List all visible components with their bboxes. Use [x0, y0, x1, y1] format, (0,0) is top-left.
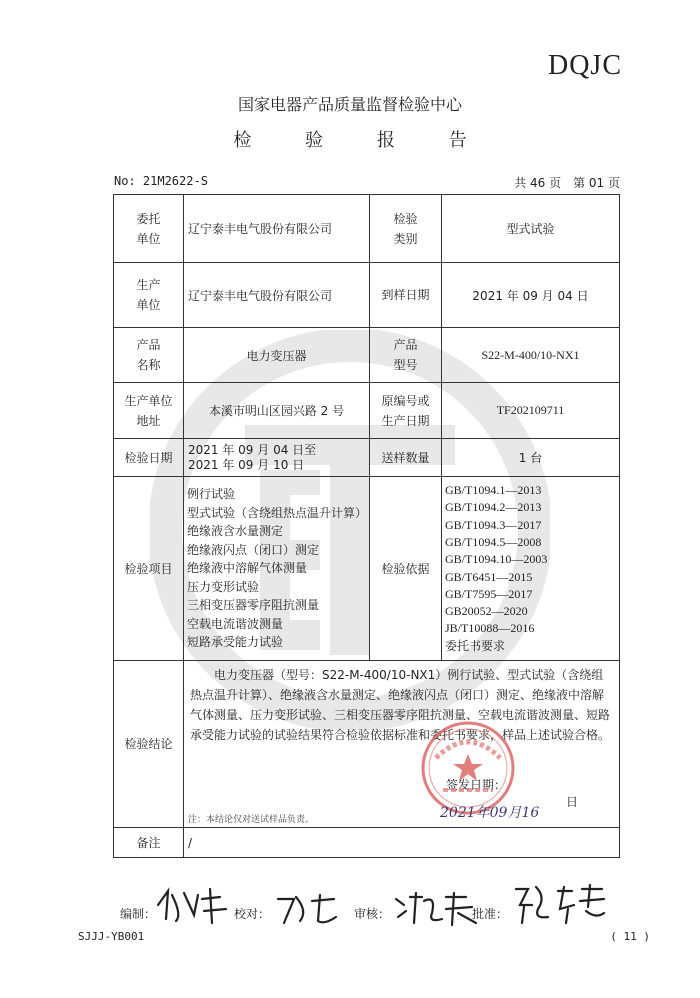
- basis-item: GB/T1094.1—2013: [445, 483, 542, 498]
- arrival-date-label: 到样日期: [370, 263, 442, 328]
- basis-item: GB20052—2020: [445, 604, 528, 619]
- reviewed-label: 审核：: [354, 907, 391, 921]
- conclusion-cell: [184, 661, 620, 828]
- basis-item: GB/T1094.5—2008: [445, 534, 542, 549]
- basis-item: GB/T6451—2015: [445, 569, 533, 584]
- test-items-label: 检验项目: [114, 477, 184, 661]
- approved-label: 批准：: [472, 907, 509, 921]
- test-item: 空载电流谐波测量: [187, 616, 284, 631]
- address-label: 生产单位 地址: [114, 383, 184, 439]
- quantity-label: 送样数量: [370, 439, 442, 477]
- test-item: 绝缘液闪点（闭口）测定: [187, 542, 320, 557]
- conclusion-note: 注：本结论仅对送试样品负责。: [188, 815, 315, 825]
- page-number: ( 11 ): [610, 930, 650, 943]
- issue-date-label: 签发日期：: [446, 778, 507, 792]
- manufacturer-label: 生产 单位: [114, 263, 184, 328]
- conclusion-text: 电力变压器（型号：S22-M-400/10-NX1）例行试验、型式试验（含绕组热点温升计算）、绝缘液含水量测定、绝缘液闪点（闭口）测定、绝缘液中溶解气体测量、压力变形试验、三相变压器零序阻抗测量、空载电流谐波测量、短路承受能力试验的试验结果符合检验依据标准和委托书要求，样品上述试验合格。: [190, 668, 611, 742]
- basis-item: GB/T1094.2—2013: [445, 500, 542, 515]
- reviewer-signature: [392, 889, 482, 929]
- page-count: 共 46 页 第 01 页: [514, 176, 620, 190]
- basis-item: JB/T10088—2016: [445, 621, 535, 636]
- test-item: 短路承受能力试验: [187, 635, 284, 650]
- remark-label: 备注: [114, 828, 184, 858]
- test-date-value: 2021 年 09 月 04 日至 2021 年 09 月 10 日: [184, 439, 370, 477]
- client-value: 辽宁泰丰电气股份有限公司: [184, 195, 370, 263]
- test-type-label: 检验 类别: [370, 195, 442, 263]
- model-label: 产品 型号: [370, 328, 442, 383]
- test-item: 三相变压器零序阻抗测量: [187, 598, 320, 613]
- handwritten-issue-date: 2021年09月16: [440, 805, 540, 821]
- form-code: SJJJ-YB001: [78, 930, 145, 943]
- compiled-label: 编制：: [120, 907, 157, 921]
- basis-item: 委托书要求: [445, 638, 506, 653]
- basis-item: GB/T7595—2017: [445, 586, 533, 601]
- test-item: 绝缘液含水量测定: [187, 524, 284, 539]
- issue-date-suffix: 日: [566, 795, 579, 809]
- test-items-list: [184, 477, 370, 661]
- serial-label: 原编号或 生产日期: [370, 383, 442, 439]
- test-item: 压力变形试验: [187, 579, 260, 594]
- checked-label: 校对：: [234, 907, 271, 921]
- test-item: 绝缘液中溶解气体测量: [187, 561, 308, 576]
- product-name-label: 产品 名称: [114, 328, 184, 383]
- test-basis-label: 检验依据: [370, 477, 442, 661]
- test-basis-list: [442, 477, 620, 661]
- report-number: No: 21M2622-S: [114, 174, 208, 188]
- checker-signature: [274, 891, 344, 927]
- quantity-value: 1 台: [442, 439, 620, 477]
- approver-signature: [510, 883, 610, 927]
- conclusion-label: 检验结论: [114, 661, 184, 828]
- compiler-signature: [154, 885, 234, 925]
- test-item: 型式试验（含绕组热点温升计算）: [187, 505, 368, 520]
- model-value: S22-M-400/10-NX1: [442, 328, 620, 383]
- basis-item: GB/T1094.10—2003: [445, 552, 548, 567]
- product-name-value: 电力变压器: [184, 328, 370, 383]
- remark-value: /: [184, 828, 620, 858]
- organization-name: 国家电器产品质量监督检验中心: [237, 95, 462, 114]
- serial-value: TF202109711: [442, 383, 620, 439]
- address-value: 本溪市明山区园兴路 2 号: [184, 383, 370, 439]
- report-table: [113, 194, 620, 858]
- document-code: DQJC: [547, 50, 622, 81]
- test-type-value: 型式试验: [442, 195, 620, 263]
- manufacturer-value: 辽宁泰丰电气股份有限公司: [184, 263, 370, 328]
- test-item: 例行试验: [187, 487, 236, 502]
- test-date-label: 检验日期: [114, 439, 184, 477]
- document-title: 检 验 报 告: [233, 130, 491, 151]
- basis-item: GB/T1094.3—2017: [445, 517, 542, 532]
- arrival-date-value: 2021 年 09 月 04 日: [442, 263, 620, 328]
- client-label: 委托 单位: [114, 195, 184, 263]
